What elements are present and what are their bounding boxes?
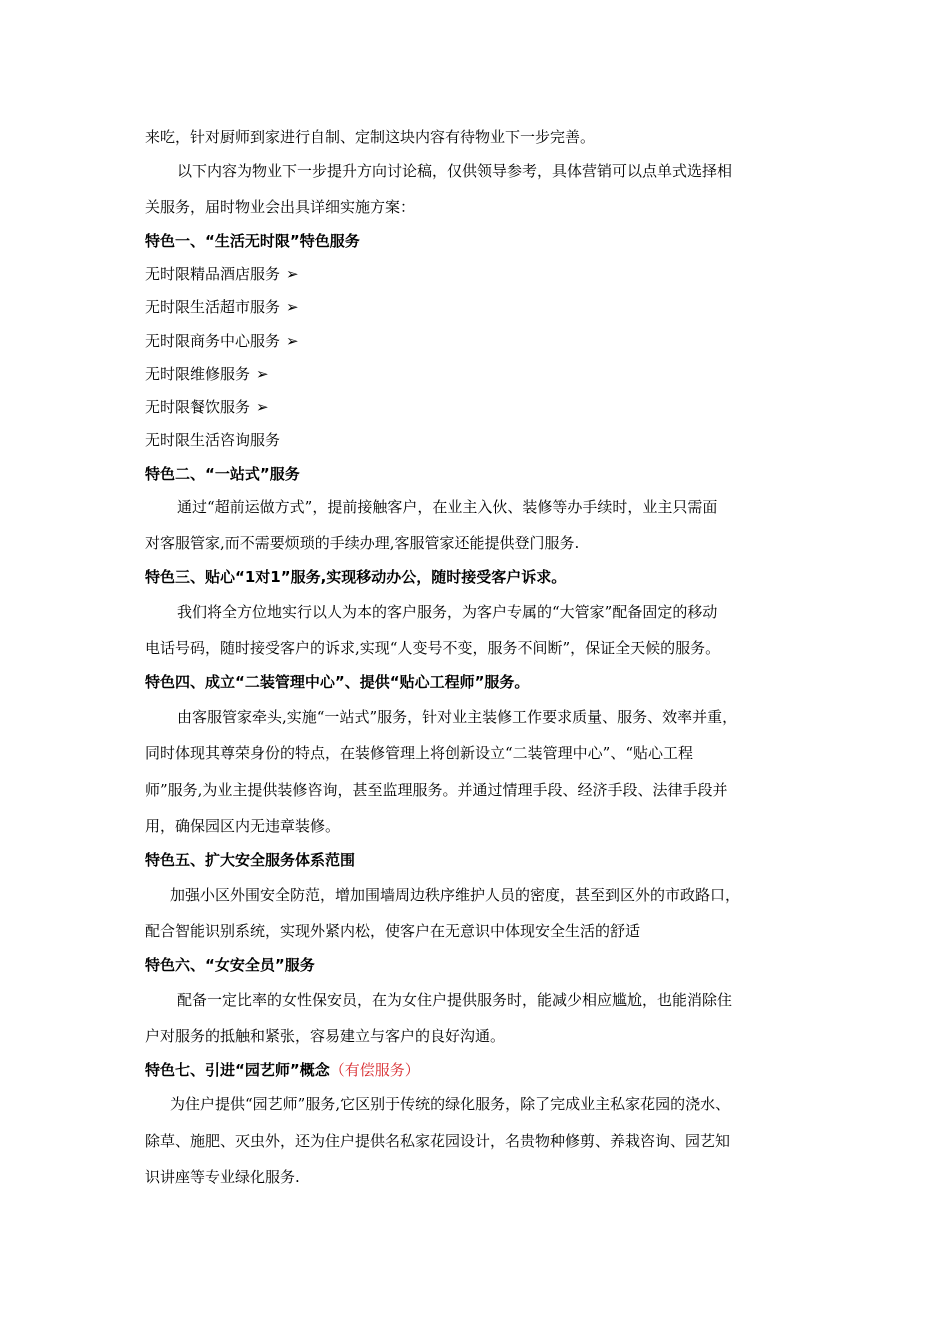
- paragraph-line: 户对服务的抵触和紧张，容易建立与客户的良好沟通。: [145, 1027, 506, 1045]
- section-heading-4: 特色四、成立“二装管理中心”、提供“贴心工程师”服务。: [145, 673, 530, 691]
- section-heading-1: 特色一、“生活无时限”特色服务: [145, 232, 360, 250]
- paragraph-line: 师”服务,为业主提供装修咨询，甚至监理服务。并通过情理手段、经济手段、法律手段并: [145, 781, 728, 799]
- paragraph-line: 为住户提供“园艺师”服务,它区别于传统的绿化服务，除了完成业主私家花园的浇水、: [170, 1095, 731, 1113]
- paragraph-line: 来吃，针对厨师到家进行自制、定制这块内容有待物业下一步完善。: [145, 128, 596, 146]
- paragraph-line: 由客服管家牵头,实施“一站式”服务，针对业主装修工作要求质量、服务、效率并重，: [177, 708, 738, 726]
- paid-service-note: （有偿服务）: [329, 1061, 420, 1079]
- arrow-bullet-icon: ➢: [286, 265, 299, 283]
- section-heading-6: 特色六、“女安全员”服务: [145, 956, 315, 974]
- paragraph-line: 我们将全方位地实行以人为本的客户服务，为客户专属的“大管家”配备固定的移动: [177, 603, 718, 621]
- arrow-bullet-icon: ➢: [286, 298, 299, 316]
- section-heading-7: [145, 1060, 420, 1080]
- paragraph-line: 除草、施肥、灭虫外，还为住户提供名私家花园设计，名贵物种修剪、养栽咨询、园艺知: [145, 1132, 731, 1150]
- section-heading-7-label: 特色七、引进“园艺师”概念: [145, 1061, 330, 1079]
- service-item: [145, 264, 299, 284]
- paragraph-line: 关服务，届时物业会出具详细实施方案：: [145, 198, 416, 216]
- service-item-label: 无时限生活超市服务: [145, 298, 281, 316]
- paragraph-line: 通过“超前运做方式”，提前接触客户，在业主入伙、装修等办手续时，业主只需面: [177, 498, 718, 516]
- arrow-bullet-icon: ➢: [256, 365, 269, 383]
- section-heading-2: 特色二、“一站式”服务: [145, 465, 300, 483]
- service-item-label: 无时限维修服务: [145, 365, 251, 383]
- paragraph-line: 加强小区外围安全防范，增加围墙周边秩序维护人员的密度，甚至到区外的市政路口，: [170, 886, 741, 904]
- section-heading-3: 特色三、贴心“1对1”服务,实现移动办公，随时接受客户诉求。: [145, 568, 567, 586]
- paragraph-line: 对客服管家,而不需要烦琐的手续办理,客服管家还能提供登门服务.: [145, 534, 580, 552]
- service-item-label: 无时限餐饮服务: [145, 398, 251, 416]
- paragraph-line: 同时体现其尊荣身份的特点，在装修管理上将创新设立“二装管理中心”、“贴心工程: [145, 744, 694, 762]
- paragraph-line: 配合智能识别系统，实现外紧内松，使客户在无意识中体现安全生活的舒适: [145, 922, 641, 940]
- paragraph-line: 用，确保园区内无违章装修。: [145, 817, 341, 835]
- paragraph-line: 配备一定比率的女性保安员，在为女住户提供服务时，能减少相应尴尬，也能消除住: [177, 991, 733, 1009]
- service-item: [145, 397, 269, 417]
- service-item: [145, 430, 280, 450]
- service-item-label: 无时限精品酒店服务: [145, 265, 281, 283]
- paragraph-line: 识讲座等专业绿化服务.: [145, 1168, 300, 1186]
- service-item-label: 无时限生活咨询服务: [145, 431, 281, 449]
- arrow-bullet-icon: ➢: [286, 332, 299, 350]
- service-item: [145, 364, 269, 384]
- section-heading-5: 特色五、扩大安全服务体系范围: [145, 851, 356, 869]
- service-item-label: 无时限商务中心服务: [145, 332, 281, 350]
- service-item: [145, 297, 299, 317]
- service-item: [145, 331, 299, 351]
- arrow-bullet-icon: ➢: [256, 398, 269, 416]
- paragraph-line: 以下内容为物业下一步提升方向讨论稿，仅供领导参考，具体营销可以点单式选择相: [177, 162, 733, 180]
- paragraph-line: 电话号码，随时接受客户的诉求,实现“人变号不变，服务不间断”，保证全天候的服务。: [145, 639, 721, 657]
